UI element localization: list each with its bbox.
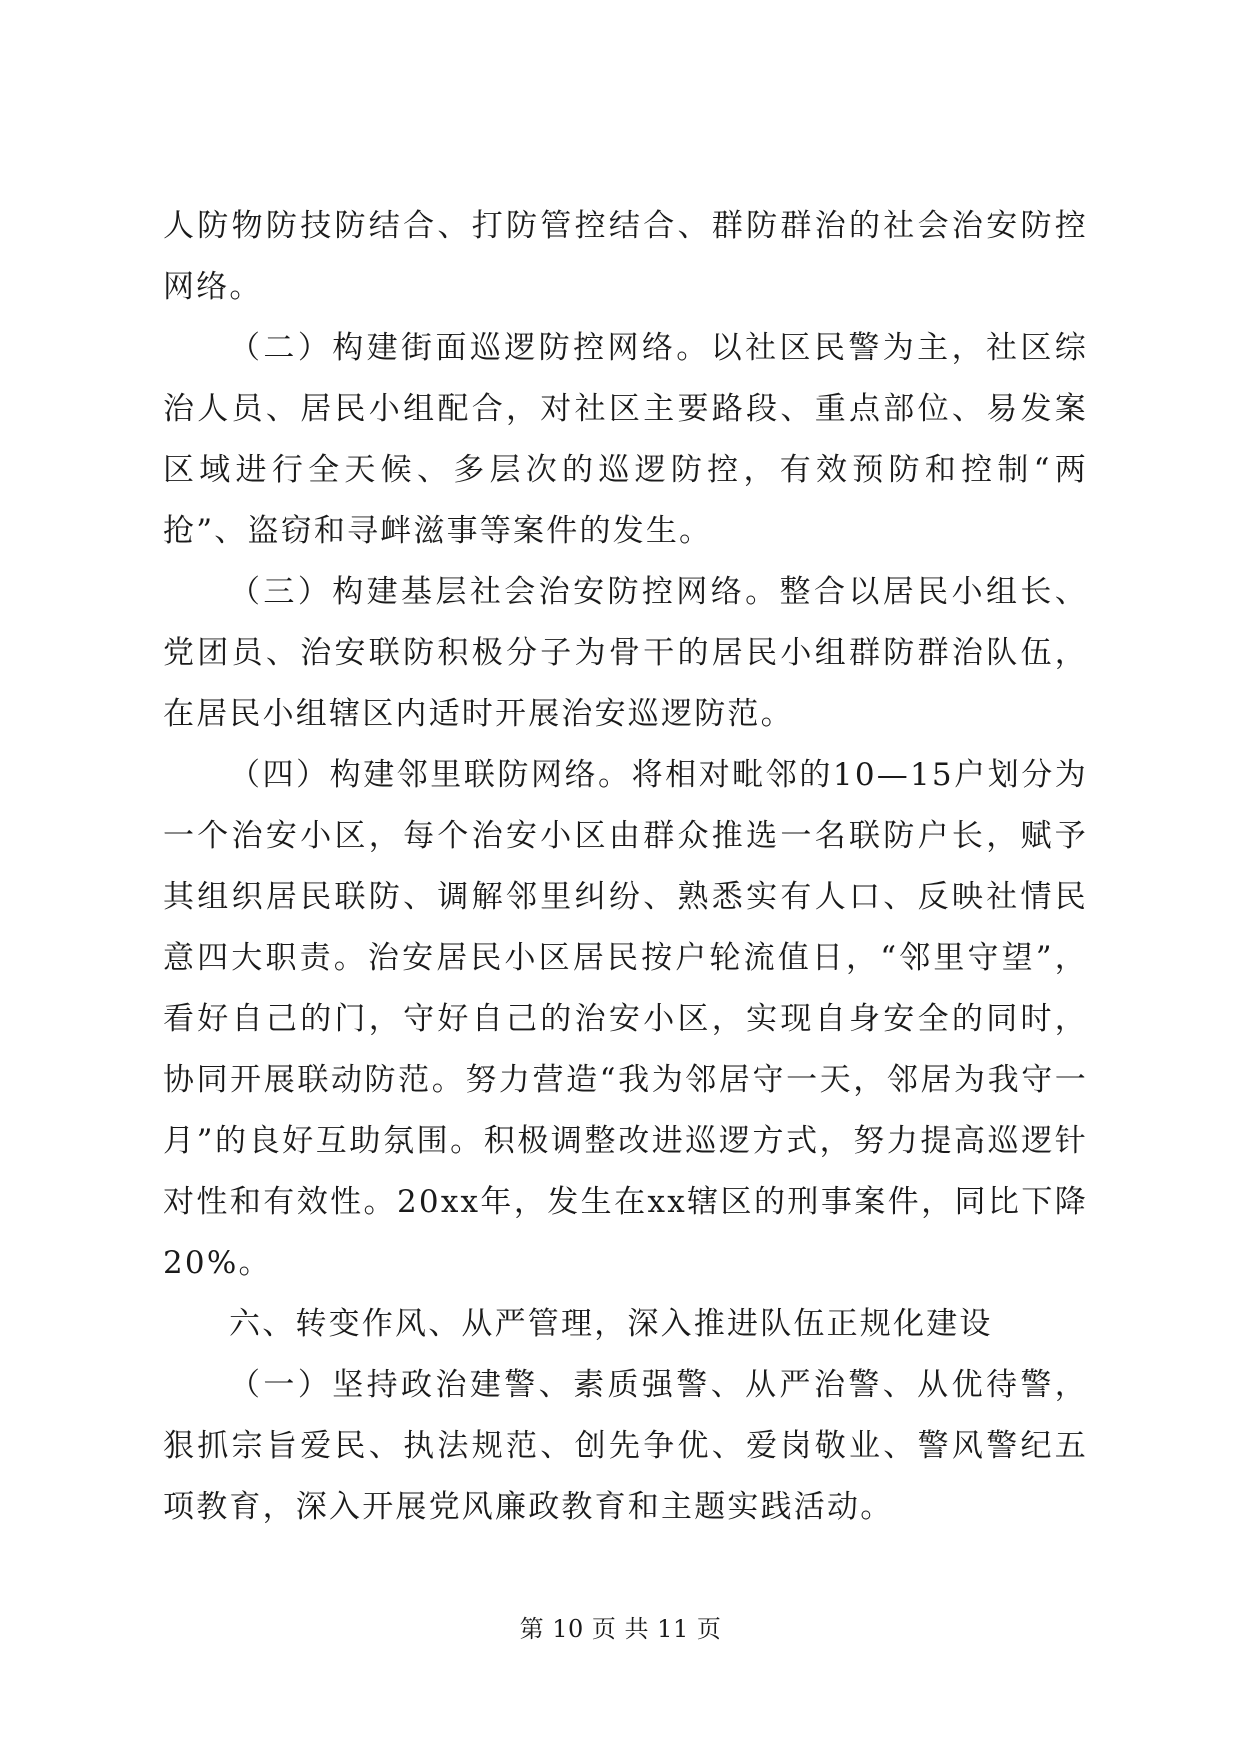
document-body: [163, 196, 1088, 1538]
page-number-footer: 第 10 页 共 11 页: [519, 1615, 722, 1643]
paragraph-political-building: （一）坚持政治建警、素质强警、从严治警、从优待警，狠抓宗旨爱民、执法规范、创先争优、爱岗敬业、警风警纪五项教育，深入开展党风廉政教育和主题实践活动。: [163, 1367, 1088, 1525]
paragraph-continuation: 人防物防技防结合、打防管控结合、群防群治的社会治安防控网络。: [163, 208, 1088, 305]
paragraph-neighborhood-watch: （四）构建邻里联防网络。将相对毗邻的10—15户划分为一个治安小区，每个治安小区由群众推选一名联防户长，赋予其组织居民联防、调解邻里纠纷、熟悉实有人口、反映社情民意四大职责。治安居民小区居民按户轮流值日，“邻里守望”，看好自己的门，守好自己的治安小区，实现自身安全的同时，协同开展联动防范。努力营造“我为邻居守一天，邻居为我守一月”的良好互助氛围。积极调整改进巡逻方式，努力提高巡逻针对性和有效性。20xx年，发生在xx辖区的刑事案件，同比下降20%。: [163, 757, 1088, 1281]
paragraph-street-patrol: （二）构建街面巡逻防控网络。以社区民警为主，社区综治人员、居民小组配合，对社区主要路段、重点部位、易发案区域进行全天候、多层次的巡逻防控，有效预防和控制“两抢”、盗窃和寻衅滋事等案件的发生。: [163, 330, 1088, 549]
paragraph-grassroots-network: （三）构建基层社会治安防控网络。整合以居民小组长、党团员、治安联防积极分子为骨干的居民小组群防群治队伍，在居民小组辖区内适时开展治安巡逻防范。: [163, 574, 1088, 732]
section-heading-six: 六、转变作风、从严管理，深入推进队伍正规化建设: [229, 1306, 993, 1342]
